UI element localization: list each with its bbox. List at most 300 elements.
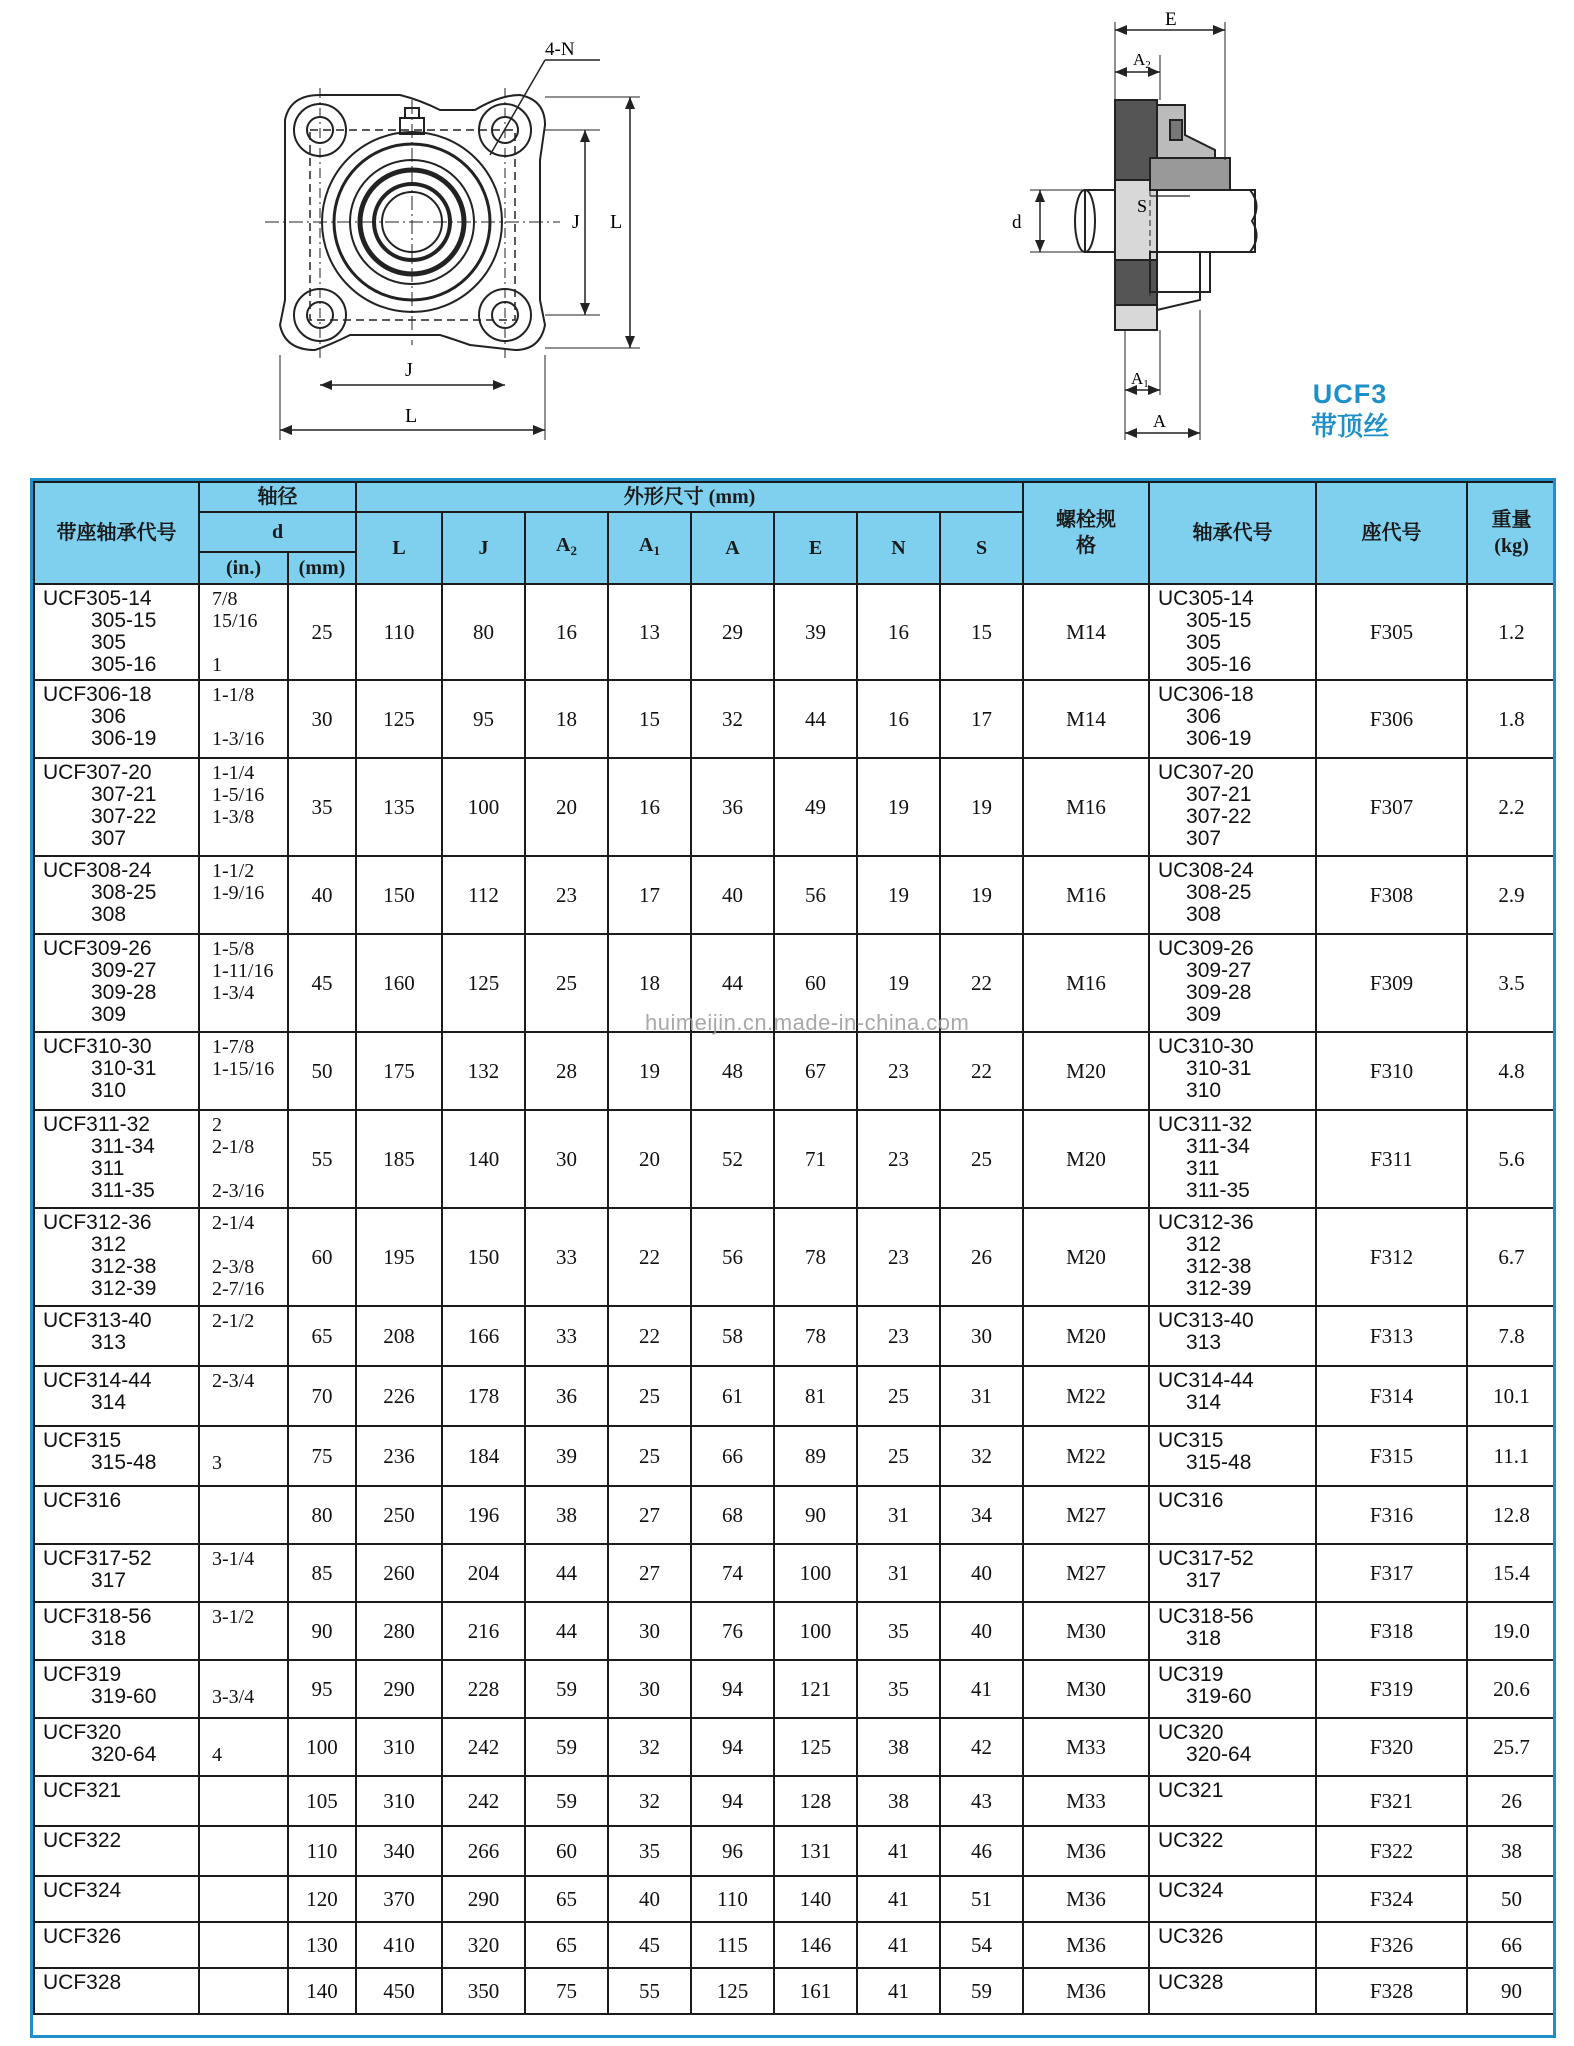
models-line: UCF314-44 xyxy=(43,1369,152,1392)
S-cell: 22 xyxy=(940,1032,1023,1110)
inch-cell xyxy=(199,1660,288,1718)
S-cell: 41 xyxy=(940,1660,1023,1718)
A2-cell: 59 xyxy=(525,1776,608,1826)
A-cell: 40 xyxy=(691,856,774,934)
inch-line: 3-3/4 xyxy=(212,1686,255,1708)
models-line: UCF317-52 xyxy=(43,1547,152,1570)
J-cell: 166 xyxy=(442,1306,525,1366)
inch-line xyxy=(212,1880,287,1902)
model-cell xyxy=(34,1968,199,2014)
A2-cell: 39 xyxy=(525,1426,608,1486)
table-row xyxy=(34,1876,1556,1922)
mm-cell: 50 xyxy=(288,1032,356,1110)
bolt-cell: M36 xyxy=(1023,1968,1149,2014)
bearings-line: 318 xyxy=(1186,1627,1222,1650)
bolt-cell: M22 xyxy=(1023,1366,1149,1426)
table-row xyxy=(34,758,1556,856)
header-E: E xyxy=(774,512,857,584)
models-line: 309-27 xyxy=(91,959,157,982)
table-row xyxy=(34,1208,1556,1306)
S-cell: 59 xyxy=(940,1968,1023,2014)
A1-cell: 15 xyxy=(608,680,691,758)
housing-cell: F328 xyxy=(1316,1968,1467,2014)
housing-cell: F322 xyxy=(1316,1826,1467,1876)
mm-cell: 35 xyxy=(288,758,356,856)
models-line: 320-64 xyxy=(91,1743,157,1766)
A-cell: 36 xyxy=(691,758,774,856)
A-cell: 66 xyxy=(691,1426,774,1486)
weight-cell: 2.9 xyxy=(1467,856,1556,934)
table-row xyxy=(34,1366,1556,1426)
bolt-cell: M20 xyxy=(1023,1032,1149,1110)
bolt-cell: M16 xyxy=(1023,934,1149,1032)
N-cell: 25 xyxy=(857,1426,940,1486)
inch-line: 2-1/8 xyxy=(212,1136,255,1158)
J-cell: 140 xyxy=(442,1110,525,1208)
weight-cell: 1.8 xyxy=(1467,680,1556,758)
models-line: UCF308-24 xyxy=(43,859,152,882)
E-cell: 161 xyxy=(774,1968,857,2014)
inch-line: 1-1/2 xyxy=(212,860,255,882)
housing-cell: F319 xyxy=(1316,1660,1467,1718)
header-A1: $A_1$ xyxy=(608,512,691,584)
bolt-cell: M36 xyxy=(1023,1826,1149,1876)
housing-cell: F310 xyxy=(1316,1032,1467,1110)
A-cell: 32 xyxy=(691,680,774,758)
L-cell: 110 xyxy=(356,584,442,680)
J-cell: 350 xyxy=(442,1968,525,2014)
table-row xyxy=(34,1306,1556,1366)
mm-cell: 110 xyxy=(288,1826,356,1876)
A2-cell: 16 xyxy=(525,584,608,680)
inch-line xyxy=(212,1234,287,1256)
E-cell: 78 xyxy=(774,1306,857,1366)
bearings-line: 309 xyxy=(1186,1003,1222,1026)
models-line: 314 xyxy=(91,1391,127,1414)
A1-cell: 25 xyxy=(608,1366,691,1426)
models-line: 312-38 xyxy=(91,1255,157,1278)
E-cell: 146 xyxy=(774,1922,857,1968)
header-housing: 座代号 xyxy=(1316,482,1467,584)
bearings-line: UC318-56 xyxy=(1158,1605,1254,1628)
A1-cell: 55 xyxy=(608,1968,691,2014)
bolt-cell: M22 xyxy=(1023,1426,1149,1486)
N-cell: 31 xyxy=(857,1544,940,1602)
A1-cell: 27 xyxy=(608,1486,691,1544)
inch-line xyxy=(212,1570,287,1592)
table-row xyxy=(34,1826,1556,1876)
models-line: UCF320 xyxy=(43,1721,122,1744)
inch-cell xyxy=(199,1718,288,1776)
model-cell xyxy=(34,1776,199,1826)
models-line: UCF324 xyxy=(43,1879,122,1902)
A-cell: 56 xyxy=(691,1208,774,1306)
bearings-line: UC310-30 xyxy=(1158,1035,1254,1058)
L-cell: 310 xyxy=(356,1776,442,1826)
inch-cell xyxy=(199,1306,288,1366)
bearings-line: 308-25 xyxy=(1186,881,1252,904)
header-S: S xyxy=(940,512,1023,584)
A-cell: 125 xyxy=(691,1968,774,2014)
A-cell: 68 xyxy=(691,1486,774,1544)
inch-cell xyxy=(199,1968,288,2014)
product-code: UCF3 xyxy=(1312,379,1388,409)
models-line: UCF309-26 xyxy=(43,937,152,960)
E-cell: 56 xyxy=(774,856,857,934)
table-row xyxy=(34,1486,1556,1544)
N-cell: 19 xyxy=(857,758,940,856)
inch-line: 1-3/8 xyxy=(212,806,255,828)
models-line: 310-31 xyxy=(91,1057,157,1080)
inch-line xyxy=(212,1080,287,1102)
inch-line xyxy=(212,1780,287,1802)
J-cell: 290 xyxy=(442,1876,525,1922)
E-cell: 60 xyxy=(774,934,857,1032)
L-cell: 370 xyxy=(356,1876,442,1922)
bearings-line: UC306-18 xyxy=(1158,683,1254,706)
A-cell: 74 xyxy=(691,1544,774,1602)
A1-cell: 45 xyxy=(608,1922,691,1968)
model-cell xyxy=(34,1544,199,1602)
inch-cell xyxy=(199,680,288,758)
bolt-cell: M20 xyxy=(1023,1110,1149,1208)
inch-line: 3-1/4 xyxy=(212,1548,255,1570)
E-cell: 90 xyxy=(774,1486,857,1544)
models-line: 305-16 xyxy=(91,653,157,676)
S-cell: 32 xyxy=(940,1426,1023,1486)
weight-cell: 10.1 xyxy=(1467,1366,1556,1426)
bolt-cell: M27 xyxy=(1023,1544,1149,1602)
model-cell xyxy=(34,758,199,856)
A1-cell: 32 xyxy=(608,1718,691,1776)
model-cell xyxy=(34,1426,199,1486)
bearings-line: 312-38 xyxy=(1186,1255,1252,1278)
d-label: d xyxy=(1012,212,1022,233)
models-line: 319-60 xyxy=(91,1685,157,1708)
bearing-cell xyxy=(1149,1032,1316,1110)
E-cell: 100 xyxy=(774,1602,857,1660)
bolt-cell: M14 xyxy=(1023,680,1149,758)
models-line: UCF315 xyxy=(43,1429,122,1452)
models-line: 315-48 xyxy=(91,1451,157,1474)
housing-cell: F315 xyxy=(1316,1426,1467,1486)
A1-cell: 13 xyxy=(608,584,691,680)
bearings-line: 306 xyxy=(1186,705,1222,728)
models-line: 309-28 xyxy=(91,981,157,1004)
inch-line: 1-11/16 xyxy=(212,960,274,982)
bearings-line: UC328 xyxy=(1158,1971,1224,1994)
models-line: 313 xyxy=(91,1331,127,1354)
L-cell: 150 xyxy=(356,856,442,934)
S-cell: 30 xyxy=(940,1306,1023,1366)
mm-cell: 80 xyxy=(288,1486,356,1544)
bearings-line: 305-16 xyxy=(1186,653,1252,676)
models-line: UCF322 xyxy=(43,1829,122,1852)
housing-cell: F308 xyxy=(1316,856,1467,934)
bolt-cell: M27 xyxy=(1023,1486,1149,1544)
models-line: 311-35 xyxy=(91,1179,155,1202)
inch-line: 3 xyxy=(212,1452,222,1474)
L-cell: 250 xyxy=(356,1486,442,1544)
inch-line xyxy=(212,904,287,926)
models-line: UCF305-14 xyxy=(43,587,152,610)
A1-cell: 20 xyxy=(608,1110,691,1208)
N-cell: 41 xyxy=(857,1826,940,1876)
model-cell xyxy=(34,1306,199,1366)
mm-cell: 40 xyxy=(288,856,356,934)
model-cell xyxy=(34,1876,199,1922)
bearing-cell xyxy=(1149,934,1316,1032)
inch-cell xyxy=(199,1826,288,1876)
inch-cell xyxy=(199,1922,288,1968)
bearings-line: 311-34 xyxy=(1186,1135,1250,1158)
table-row xyxy=(34,1922,1556,1968)
bearings-line: 312 xyxy=(1186,1233,1222,1256)
A2-cell: 60 xyxy=(525,1826,608,1876)
models-line: UCF318-56 xyxy=(43,1605,152,1628)
N-cell: 38 xyxy=(857,1776,940,1826)
header-dimensions: 外形尺寸 (mm) xyxy=(356,482,1023,512)
inch-line: 1-1/4 xyxy=(212,762,255,784)
weight-cell: 6.7 xyxy=(1467,1208,1556,1306)
inch-line xyxy=(212,1664,287,1686)
models-line: UCF326 xyxy=(43,1925,122,1948)
bolt-cell: M14 xyxy=(1023,584,1149,680)
E-cell: 128 xyxy=(774,1776,857,1826)
models-line: 306-19 xyxy=(91,727,157,750)
bearing-cell xyxy=(1149,1544,1316,1602)
inch-cell xyxy=(199,856,288,934)
spec-table-frame xyxy=(30,478,1556,2038)
table-row xyxy=(34,584,1556,680)
inch-line: 2-1/2 xyxy=(212,1310,255,1332)
mm-cell: 140 xyxy=(288,1968,356,2014)
A1-cell: 22 xyxy=(608,1306,691,1366)
inch-cell xyxy=(199,1110,288,1208)
N-cell: 19 xyxy=(857,856,940,934)
models-line: 305-15 xyxy=(91,609,157,632)
models-line: 311-34 xyxy=(91,1135,155,1158)
bolt-cell: M16 xyxy=(1023,758,1149,856)
models-line: UCF328 xyxy=(43,1971,122,1994)
weight-cell: 50 xyxy=(1467,1876,1556,1922)
model-cell xyxy=(34,1826,199,1876)
watermark-text: huimeijin.cn.made-in-china.com xyxy=(645,1010,970,1035)
A2-cell: 18 xyxy=(525,680,608,758)
housing-cell: F321 xyxy=(1316,1776,1467,1826)
A2-cell: 23 xyxy=(525,856,608,934)
mm-cell: 65 xyxy=(288,1306,356,1366)
j-vertical-label: J xyxy=(572,211,580,233)
J-cell: 196 xyxy=(442,1486,525,1544)
E-cell: 140 xyxy=(774,1876,857,1922)
header-inch: (in.) xyxy=(199,552,288,584)
inch-line xyxy=(212,1926,287,1948)
inch-line: 1-15/16 xyxy=(212,1058,275,1080)
S-cell: 25 xyxy=(940,1110,1023,1208)
A-cell: 52 xyxy=(691,1110,774,1208)
table-row xyxy=(34,1968,1556,2014)
l-vertical-label: L xyxy=(610,211,623,233)
model-cell xyxy=(34,1110,199,1208)
mm-cell: 55 xyxy=(288,1110,356,1208)
inch-line xyxy=(212,1722,287,1744)
inch-cell xyxy=(199,758,288,856)
models-line: 312-39 xyxy=(91,1277,157,1300)
A2-cell: 65 xyxy=(525,1922,608,1968)
bearings-line: UC312-36 xyxy=(1158,1211,1254,1234)
J-cell: 242 xyxy=(442,1776,525,1826)
bearings-line: UC313-40 xyxy=(1158,1309,1254,1332)
housing-cell: F314 xyxy=(1316,1366,1467,1426)
inch-cell xyxy=(199,934,288,1032)
model-cell xyxy=(34,1660,199,1718)
A2-cell: 30 xyxy=(525,1110,608,1208)
table-row xyxy=(34,1660,1556,1718)
bearings-line: UC308-24 xyxy=(1158,859,1254,882)
J-cell: 204 xyxy=(442,1544,525,1602)
A-cell: 115 xyxy=(691,1922,774,1968)
inch-cell xyxy=(199,1876,288,1922)
E-cell: 78 xyxy=(774,1208,857,1306)
table-row xyxy=(34,680,1556,758)
inch-line: 2 xyxy=(212,1114,222,1136)
S-cell: 54 xyxy=(940,1922,1023,1968)
inch-line xyxy=(212,1392,287,1414)
mm-cell: 120 xyxy=(288,1876,356,1922)
model-cell xyxy=(34,934,199,1032)
mm-cell: 45 xyxy=(288,934,356,1032)
S-cell: 43 xyxy=(940,1776,1023,1826)
inch-line: 15/16 xyxy=(212,610,258,632)
inch-line xyxy=(212,1628,287,1650)
A1-cell: 22 xyxy=(608,1208,691,1306)
S-cell: 17 xyxy=(940,680,1023,758)
bearings-line: UC319 xyxy=(1158,1663,1224,1686)
bearings-line: 307-21 xyxy=(1186,783,1252,806)
weight-cell: 3.5 xyxy=(1467,934,1556,1032)
model-cell xyxy=(34,1718,199,1776)
inch-line: 2-7/16 xyxy=(212,1278,265,1300)
models-line: 308-25 xyxy=(91,881,157,904)
L-cell: 125 xyxy=(356,680,442,758)
bearings-line: UC307-20 xyxy=(1158,761,1254,784)
bearing-cell xyxy=(1149,1660,1316,1718)
L-cell: 290 xyxy=(356,1660,442,1718)
header-J: J xyxy=(442,512,525,584)
bolt-cell: M30 xyxy=(1023,1602,1149,1660)
N-cell: 16 xyxy=(857,680,940,758)
S-cell: 19 xyxy=(940,758,1023,856)
bearing-cell xyxy=(1149,1876,1316,1922)
housing-cell: F318 xyxy=(1316,1602,1467,1660)
bearings-line: 310 xyxy=(1186,1079,1222,1102)
S-cell: 40 xyxy=(940,1602,1023,1660)
J-cell: 216 xyxy=(442,1602,525,1660)
front-view-drawing xyxy=(265,60,640,440)
weight-cell: 5.6 xyxy=(1467,1110,1556,1208)
models-line: 312 xyxy=(91,1233,127,1256)
S-cell: 42 xyxy=(940,1718,1023,1776)
inch-line: 7/8 xyxy=(212,588,238,610)
N-cell: 16 xyxy=(857,584,940,680)
E-cell: 100 xyxy=(774,1544,857,1602)
A-cell: 94 xyxy=(691,1718,774,1776)
A1-cell: 27 xyxy=(608,1544,691,1602)
E-cell: 67 xyxy=(774,1032,857,1110)
bearing-cell xyxy=(1149,1718,1316,1776)
L-cell: 226 xyxy=(356,1366,442,1426)
A2-cell: 75 xyxy=(525,1968,608,2014)
bearings-line: 309-28 xyxy=(1186,981,1252,1004)
inch-cell xyxy=(199,1366,288,1426)
table-row xyxy=(34,1718,1556,1776)
table-row xyxy=(34,1602,1556,1660)
inch-line: 1-9/16 xyxy=(212,882,265,904)
J-cell: 184 xyxy=(442,1426,525,1486)
N-cell: 38 xyxy=(857,1718,940,1776)
inch-line xyxy=(212,1972,287,1994)
bolt-cell: M33 xyxy=(1023,1776,1149,1826)
models-line: 317 xyxy=(91,1569,127,1592)
A2-cell: 65 xyxy=(525,1876,608,1922)
N-cell: 23 xyxy=(857,1208,940,1306)
inch-line xyxy=(212,1830,287,1852)
table-row xyxy=(34,1032,1556,1110)
L-cell: 450 xyxy=(356,1968,442,2014)
bearing-cell xyxy=(1149,1776,1316,1826)
bearings-line: 305 xyxy=(1186,631,1222,654)
J-cell: 95 xyxy=(442,680,525,758)
models-line: 306 xyxy=(91,705,127,728)
weight-cell: 2.2 xyxy=(1467,758,1556,856)
S-cell: 34 xyxy=(940,1486,1023,1544)
a2-label: A2 xyxy=(1133,50,1151,71)
inch-line: 1 xyxy=(212,654,222,676)
bearings-line: 311 xyxy=(1186,1157,1220,1180)
bearing-cell xyxy=(1149,1426,1316,1486)
E-cell: 89 xyxy=(774,1426,857,1486)
mm-cell: 60 xyxy=(288,1208,356,1306)
L-cell: 185 xyxy=(356,1110,442,1208)
J-cell: 80 xyxy=(442,584,525,680)
J-cell: 228 xyxy=(442,1660,525,1718)
L-cell: 260 xyxy=(356,1544,442,1602)
models-line: 311 xyxy=(91,1157,125,1180)
S-cell: 51 xyxy=(940,1876,1023,1922)
header-N: N xyxy=(857,512,940,584)
A1-cell: 32 xyxy=(608,1776,691,1826)
mm-cell: 95 xyxy=(288,1660,356,1718)
N-cell: 41 xyxy=(857,1876,940,1922)
table-row xyxy=(34,1110,1556,1208)
L-cell: 410 xyxy=(356,1922,442,1968)
bearings-line: 320-64 xyxy=(1186,1743,1252,1766)
A1-cell: 16 xyxy=(608,758,691,856)
weight-cell: 11.1 xyxy=(1467,1426,1556,1486)
weight-cell: 90 xyxy=(1467,1968,1556,2014)
A-cell: 96 xyxy=(691,1826,774,1876)
models-line: UCF312-36 xyxy=(43,1211,152,1234)
weight-cell: 7.8 xyxy=(1467,1306,1556,1366)
housing-cell: F306 xyxy=(1316,680,1467,758)
mm-cell: 100 xyxy=(288,1718,356,1776)
S-cell: 22 xyxy=(940,934,1023,1032)
mm-cell: 105 xyxy=(288,1776,356,1826)
housing-cell: F305 xyxy=(1316,584,1467,680)
bearing-cell xyxy=(1149,1968,1316,2014)
bearings-line: UC316 xyxy=(1158,1489,1224,1512)
